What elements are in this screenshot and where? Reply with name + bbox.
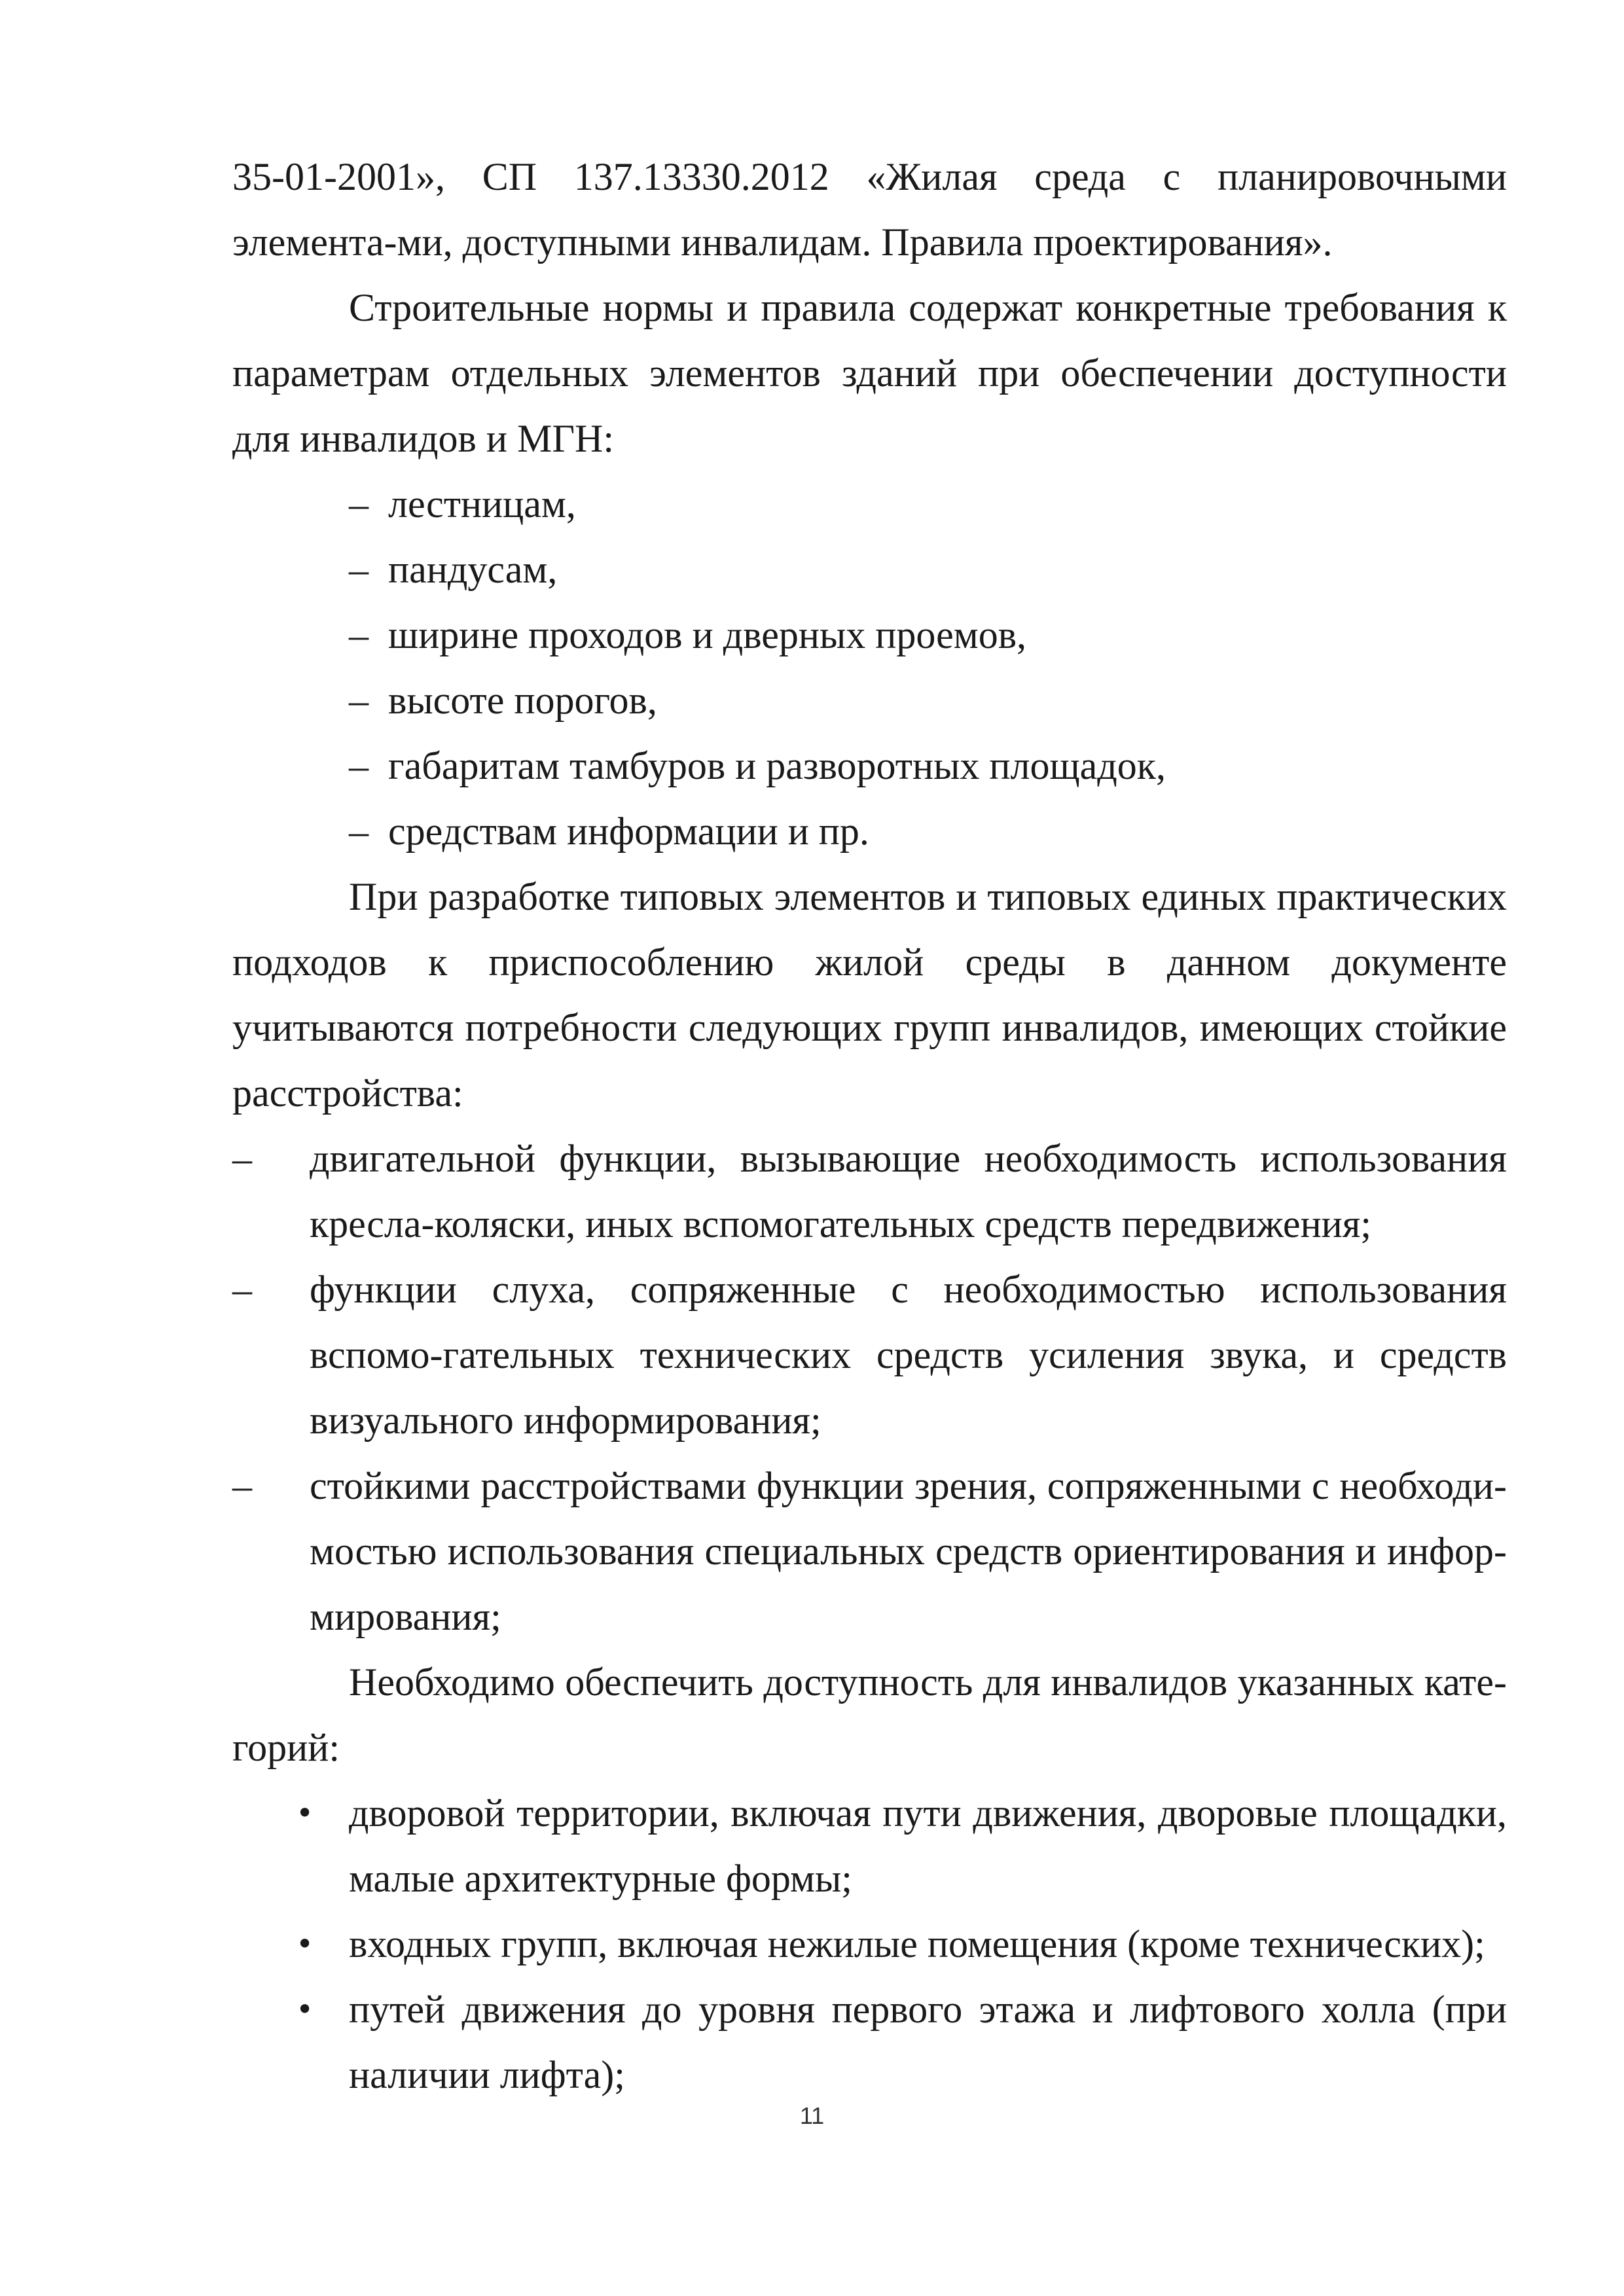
dash-marker: – [349, 744, 369, 787]
dash-marker: – [349, 548, 369, 591]
list-building-elements [232, 471, 1507, 864]
list-item-text: функции слуха, сопряженные с необходимостью использования вспомо-гательных технических средств усиления звука, и средств визуального информирования; [310, 1268, 1507, 1442]
dash-marker: – [232, 1268, 252, 1311]
bullet-icon: • [296, 1926, 314, 1962]
list-item [232, 471, 1507, 537]
dash-marker: – [349, 482, 369, 526]
dash-marker: – [232, 1464, 252, 1507]
list-item-text: габаритам тамбуров и разворотных площадок, [388, 744, 1166, 787]
list-item [232, 1126, 1507, 1257]
list-item-text: высоте порогов, [388, 679, 657, 722]
dash-marker: – [232, 1137, 252, 1180]
dash-marker: – [349, 613, 369, 656]
list-item [232, 602, 1507, 668]
list-item-text: входных групп, включая нежилые помещения (кроме технических); [349, 1922, 1485, 1965]
page-number: 11 [799, 2102, 825, 2129]
list-item [232, 1977, 1507, 2108]
paragraph-regulation-reference: 35-01-2001», СП 137.13330.2012 «Жилая среда с планировочными элемента-ми, доступными инвалидам. Правила проектирования». [232, 155, 1507, 264]
paragraph-disability-groups: При разработке типовых элементов и типовых единых практических подходов к приспособлению жилой среды в данном документе учитываются потребности следующих групп инвалидов, имеющих стойкие расстройства: [232, 875, 1507, 1115]
list-item-text: дворовой территории, включая пути движения, дворовые площадки, малые архитектурные формы; [349, 1791, 1507, 1900]
dash-marker: – [349, 810, 369, 853]
list-item [232, 1257, 1507, 1453]
list-item-text: средствам информации и пр. [388, 810, 869, 853]
page-body [232, 144, 1507, 2108]
list-item-text: стойкими расстройствами функции зрения, сопряженными с необходи-мостью использования специальных средств ориентирования и инфор-мирования; [310, 1464, 1507, 1638]
paragraph-building-norms: Строительные нормы и правила содержат конкретные требования к параметрам отдельных элементов зданий при обеспечении доступности для инвалидов и МГН: [232, 286, 1507, 460]
list-item [232, 798, 1507, 864]
list-item [232, 537, 1507, 602]
bullet-icon: • [296, 1795, 314, 1831]
list-disability-groups [232, 1126, 1507, 1649]
list-item-text: лестницам, [388, 482, 576, 526]
list-item-text: двигательной функции, вызывающие необходимость использования кресла-коляски, иных вспомогательных средств передвижения; [310, 1137, 1507, 1246]
list-item [232, 668, 1507, 733]
list-item [232, 1780, 1507, 1911]
dash-marker: – [349, 679, 369, 722]
list-item-text: ширине проходов и дверных проемов, [388, 613, 1027, 656]
list-item-text: путей движения до уровня первого этажа и лифтового холла (при наличии лифта); [349, 1988, 1507, 2096]
paragraph-accessibility-required: Необходимо обеспечить доступность для инвалидов указанных кате-горий: [232, 1660, 1507, 1769]
bullet-icon: • [296, 1992, 314, 2027]
list-accessibility-areas [232, 1780, 1507, 2108]
list-item-text: пандусам, [388, 548, 558, 591]
list-item [232, 1453, 1507, 1649]
list-item [232, 733, 1507, 798]
list-item [232, 1911, 1507, 1977]
